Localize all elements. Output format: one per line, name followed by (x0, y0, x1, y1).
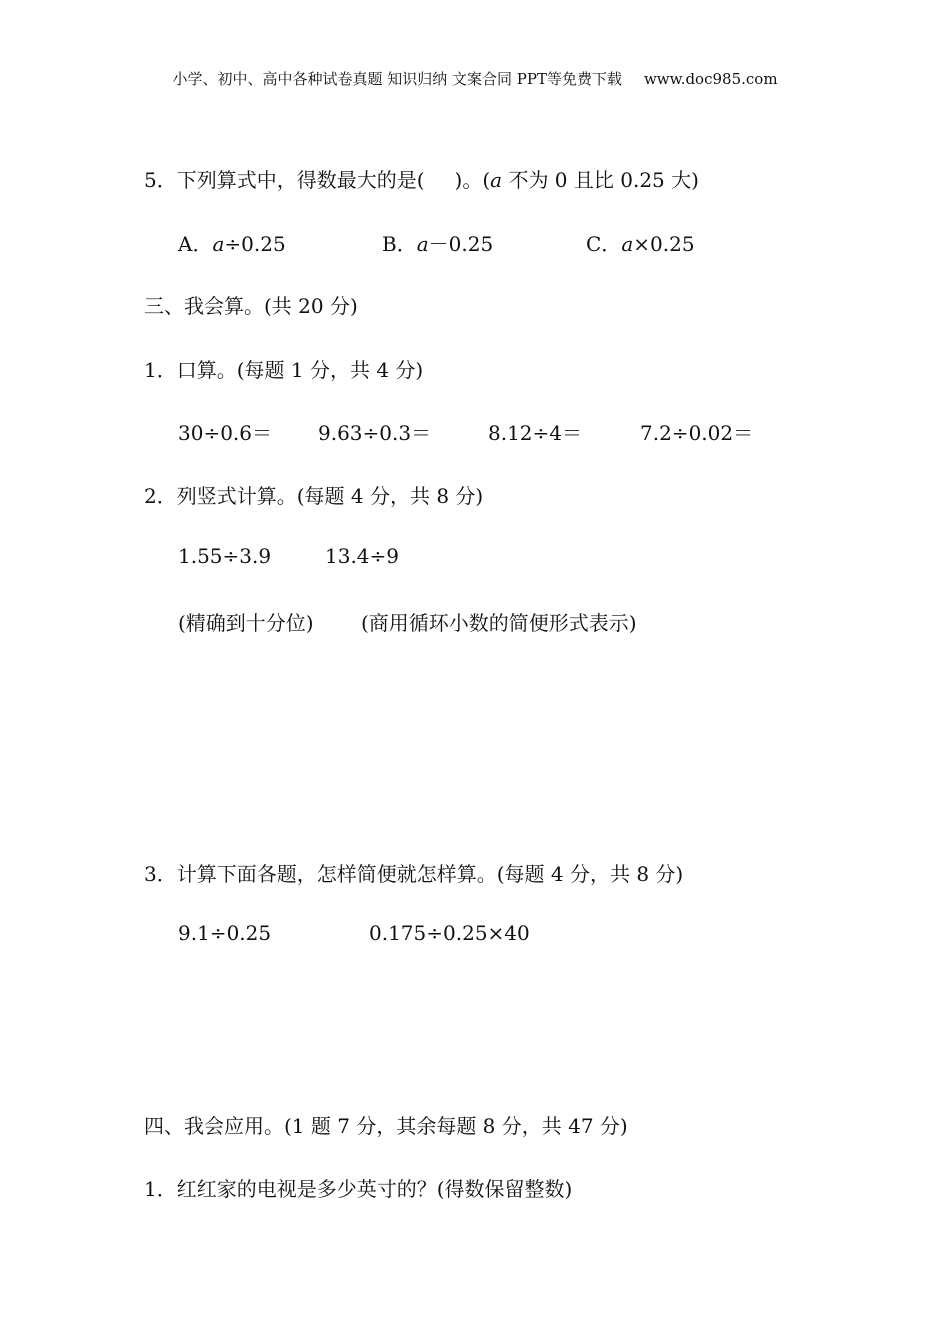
option-variable: a (212, 232, 225, 256)
section-4-title: 四、我会应用。(1 题 7 分，其余每题 8 分，共 47 分) (144, 1114, 628, 1138)
option-label: A． (178, 232, 213, 256)
mental-calc-2: 9.63÷0.3＝ (318, 421, 432, 445)
mental-calc-4: 7.2÷0.02＝ (640, 421, 754, 445)
section-3-q2-title: 2．列竖式计算。(每题 4 分，共 8 分) (144, 484, 484, 508)
stem-after: 不为 0 且比 0.25 大) (502, 168, 699, 192)
question-number: 5． (144, 168, 177, 192)
vertical-calc-1: 1.55÷3.9 (178, 544, 272, 568)
section-3-q3-title: 3．计算下面各题，怎样简便就怎样算。(每题 4 分，共 8 分) (144, 862, 684, 886)
option-variable: a (416, 232, 429, 256)
stem-variable: a (490, 168, 503, 192)
option-label: C． (586, 232, 622, 256)
option-a (178, 228, 286, 257)
option-label: B． (382, 232, 417, 256)
header-site: www.doc985.com (643, 70, 778, 88)
option-expr: ÷0.25 (224, 232, 286, 256)
option-variable: a (621, 232, 634, 256)
section-3-title: 三、我会算。(共 20 分) (144, 294, 358, 318)
stem-mid: )。( (454, 168, 491, 192)
question-5-stem (144, 164, 699, 193)
option-b (382, 228, 493, 257)
header-text: 小学、初中、高中各种试卷真题 知识归纳 文案合同 PPT等免费下载 (172, 70, 622, 88)
section-4-q1-title: 1．红红家的电视是多少英寸的？(得数保留整数) (144, 1177, 573, 1201)
vertical-calc-2: 13.4÷9 (325, 544, 400, 568)
simplify-calc-1: 9.1÷0.25 (178, 921, 272, 945)
mental-calc-3: 8.12÷4＝ (488, 421, 583, 445)
vertical-calc-note-1: (精确到十分位) (178, 611, 314, 635)
vertical-calc-note-2: (商用循环小数的简便形式表示) (361, 611, 637, 635)
option-expr: －0.25 (428, 232, 494, 256)
mental-calc-1: 30÷0.6＝ (178, 421, 273, 445)
page-header (0, 68, 950, 89)
option-c (586, 228, 695, 257)
stem-before: 下列算式中，得数最大的是( (176, 168, 425, 192)
section-3-q1-title: 1．口算。(每题 1 分，共 4 分) (144, 358, 424, 382)
simplify-calc-2: 0.175÷0.25×40 (369, 921, 530, 945)
option-expr: ×0.25 (633, 232, 695, 256)
